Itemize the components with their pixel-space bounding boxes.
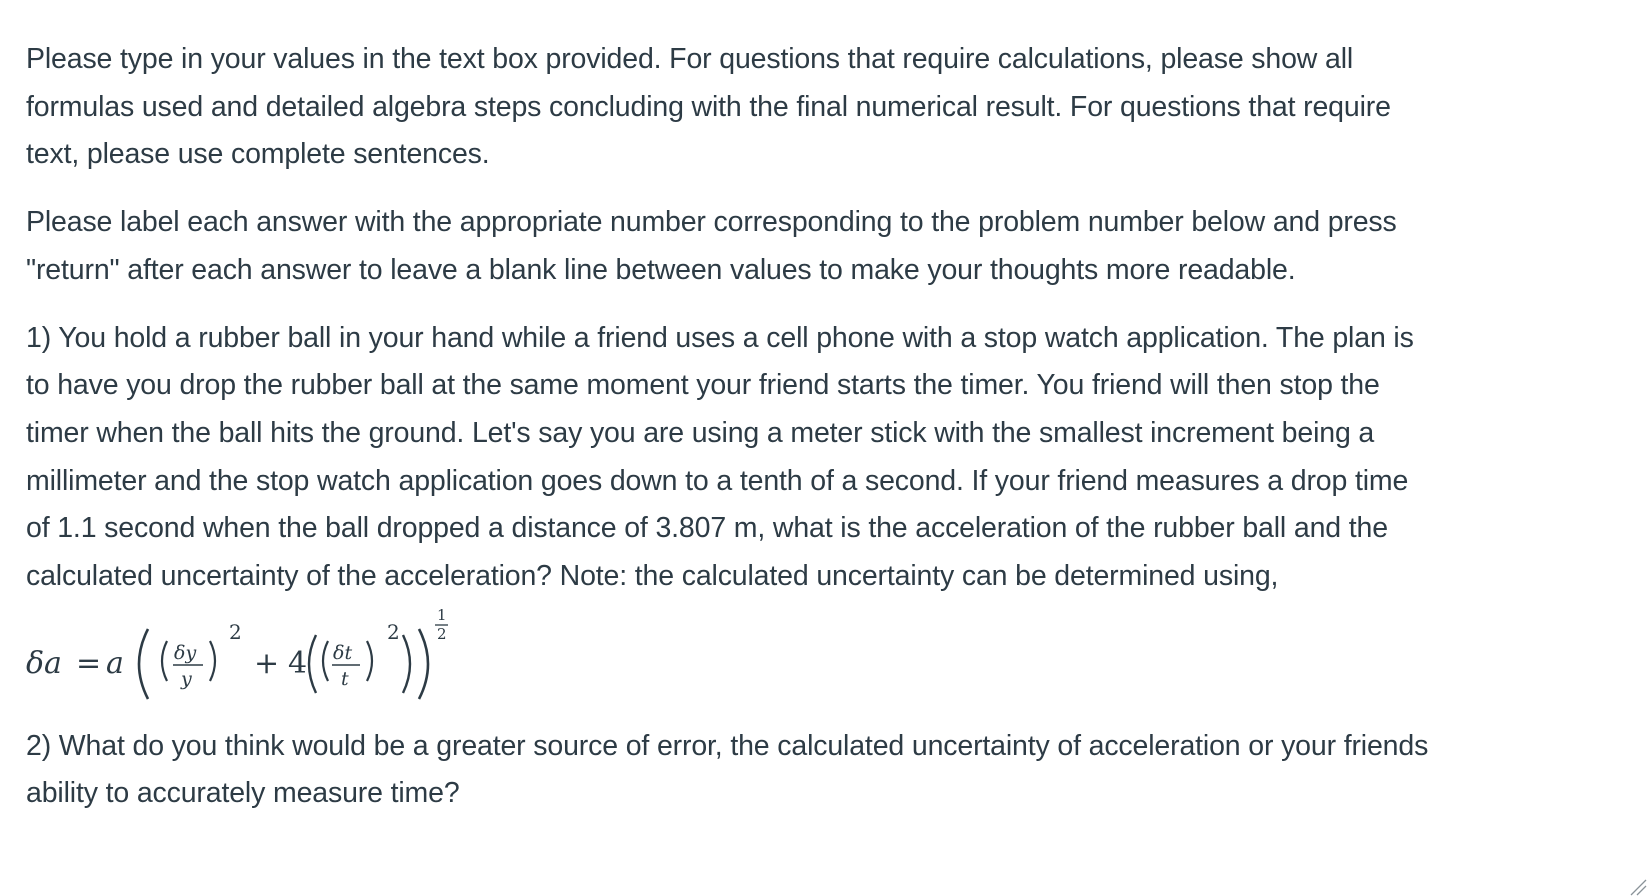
instructions-paragraph-1 (26, 36, 1626, 179)
text-line: of 1.1 second when the ball dropped a distance of 3.807 m, what is the acceleration of the rubber ball and the (26, 512, 1388, 545)
text-line: timer when the ball hits the ground. Let's say you are using a meter stick with the smallest increment being a (26, 416, 1375, 449)
paren (210, 641, 215, 681)
text-line: 1) You hold a rubber ball in your hand while a friend uses a cell phone with a stop watch application. The plan is (26, 321, 1414, 354)
formula-a: a (106, 645, 124, 681)
outer-exp-denominator: 2 (437, 624, 447, 643)
text-line: calculated uncertainty of the acceleration? Note: the calculated uncertainty can be determined using, (26, 560, 1279, 593)
question-2 (26, 723, 1626, 818)
outer-left-paren (139, 629, 148, 699)
text-line: "return" after each answer to leave a blank line between values to make your thoughts more readable. (26, 253, 1296, 286)
paren (162, 641, 167, 681)
text-line: millimeter and the stop watch application goes down to a tenth of a second. If your friend measures a drop time (26, 464, 1409, 497)
frac2-numerator: δt (333, 641, 353, 664)
formula-lhs: δa (26, 645, 62, 681)
paren (309, 635, 316, 693)
exp2: 2 (387, 619, 400, 644)
formula-plus: + (254, 645, 280, 681)
outer-right-paren (419, 629, 428, 699)
text-line: Please label each answer with the appropriate number corresponding to the problem number below and press (26, 206, 1397, 239)
text-line: 2) What do you think would be a greater source of error, the calculated uncertainty of acceleration or your friends (26, 729, 1429, 762)
instructions-paragraph-2 (26, 199, 1626, 294)
frac1-numerator: δy (174, 641, 197, 664)
text-line: Please type in your values in the text box provided. For questions that require calculations, please show all (26, 43, 1354, 75)
paren (323, 641, 328, 681)
text-line: formulas used and detailed algebra steps concluding with the final numerical result. For questions that require (26, 90, 1391, 123)
formula-graphic (26, 601, 506, 723)
paren (367, 641, 372, 681)
text-line: text, please use complete sentences. (26, 138, 490, 171)
paren (403, 635, 410, 693)
frac2-denominator: t (341, 667, 349, 690)
frac1-denominator: y (181, 667, 192, 690)
formula-four: 4 (288, 645, 308, 681)
question-1 (26, 315, 1626, 601)
resize-handle-icon[interactable] (1625, 874, 1647, 896)
uncertainty-formula (26, 601, 1626, 723)
text-box-content[interactable] (26, 36, 1626, 818)
text-line: to have you drop the rubber ball at the same moment your friend starts the timer. You friend will then stop the (26, 369, 1380, 402)
text-line: ability to accurately measure time? (26, 777, 460, 810)
formula-equals: = (76, 645, 102, 681)
exp1: 2 (229, 619, 242, 644)
outer-exp-numerator: 1 (437, 605, 447, 624)
